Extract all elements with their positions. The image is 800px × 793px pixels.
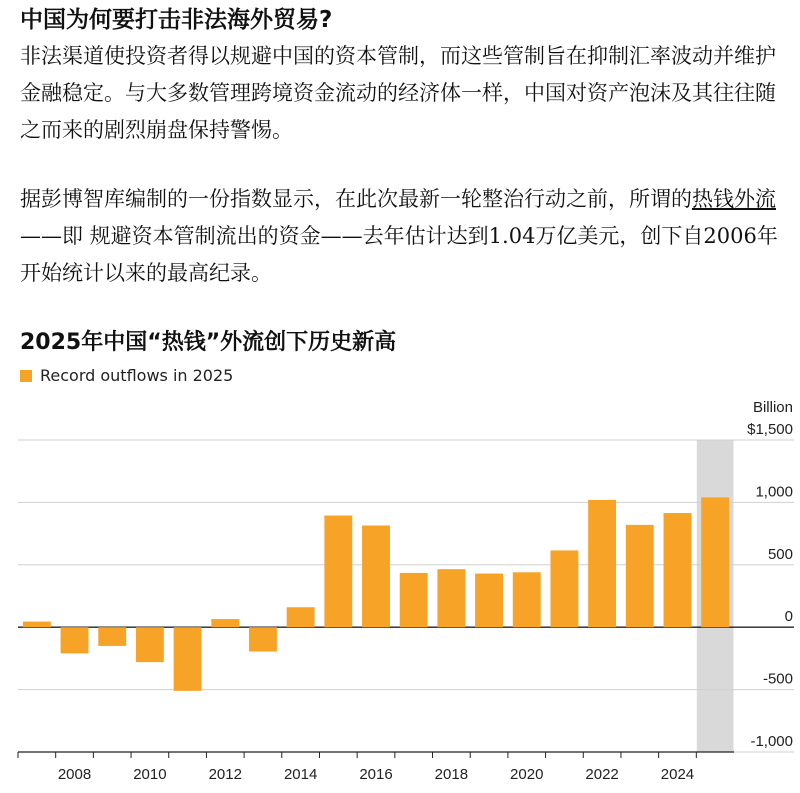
paragraph-2-lead: 据彭博智库编制的一份指数显示，在此次最新一轮整治行动之前，所谓的 — [20, 187, 692, 211]
y-tick-label: -1,000 — [750, 733, 793, 750]
bar — [475, 574, 503, 628]
bar — [23, 622, 51, 628]
bar — [550, 550, 578, 627]
bar — [513, 572, 541, 627]
y-tick-label: $1,500 — [747, 421, 793, 438]
bar — [437, 569, 465, 627]
article-headline: 中国为何要打击非法海外贸易? — [20, 7, 333, 33]
bar — [249, 627, 277, 651]
y-tick-label: -500 — [762, 670, 793, 688]
article-paragraph-1: 非法渠道使投资者得以规避中国的资本管制，而这些管制旨在抑制汇率波动并维护金融稳定。与大多数管理跨境资金流动的经济体一样，中国对资产泡沫及其往往随之而来的剧烈崩盘保持警惕。 — [20, 44, 776, 142]
y-tick-label: 1,000 — [755, 483, 793, 501]
legend-label: Record outflows in 2025 — [40, 366, 234, 385]
chart-title: 2025年中国“热钱”外流创下历史新高 — [20, 330, 397, 355]
y-tick-label: 500 — [767, 545, 793, 563]
x-tick-label: 2014 — [283, 766, 318, 783]
x-tick-label: 2022 — [585, 766, 619, 783]
x-tick-label: 2024 — [660, 766, 695, 783]
y-unit-label: Billion — [752, 399, 793, 416]
x-tick-label: 2016 — [359, 766, 393, 783]
y-tick-label: 0 — [784, 608, 793, 626]
x-tick-label: 2012 — [208, 766, 242, 783]
paragraph-2-tail: ——即 规避资本管制流出的资金——去年估计达到1.04万亿美元，创下自2006年开始统计以来的最高纪录。 — [20, 224, 778, 285]
bar — [98, 627, 126, 646]
bar — [324, 516, 352, 628]
x-tick-label: 2008 — [57, 766, 92, 783]
x-tick-label: 2020 — [510, 766, 544, 783]
bar — [588, 500, 616, 627]
hot-money-link[interactable]: 热钱外流 — [692, 187, 776, 211]
bar — [400, 573, 428, 627]
bar — [626, 525, 654, 627]
bar — [701, 497, 729, 627]
bar — [61, 627, 89, 653]
bar — [664, 513, 692, 627]
bar — [211, 619, 239, 627]
bar — [174, 627, 202, 691]
x-tick-label: 2018 — [434, 766, 469, 783]
bar — [362, 525, 390, 627]
x-tick-label: 2010 — [133, 766, 167, 783]
bar — [287, 607, 315, 627]
bar — [136, 627, 164, 662]
